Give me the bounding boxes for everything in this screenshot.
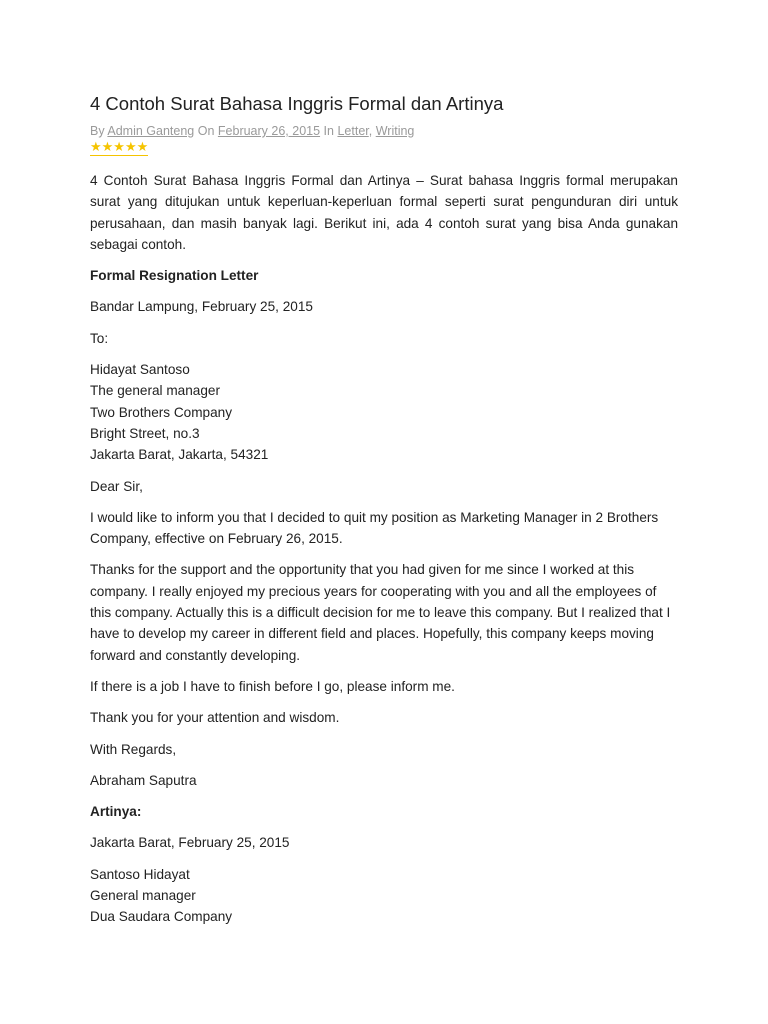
letter-to-label: To: — [90, 330, 109, 346]
recipient-line: Jakarta Barat, Jakarta, 54321 — [90, 447, 269, 463]
date-link[interactable]: February 26, 2015 — [217, 124, 321, 138]
recipient-line: Bright Street, no.3 — [90, 425, 200, 441]
translation-heading: Artinya: — [90, 804, 142, 820]
page-title: 4 Contoh Surat Bahasa Inggris Formal dan Artinya — [90, 93, 504, 114]
translation-place-date: Jakarta Barat, February 25, 2015 — [90, 835, 290, 851]
meta-by-label: By — [90, 124, 105, 138]
letter-signature: Abraham Saputra — [90, 772, 197, 788]
rating-stars-icon[interactable]: ★★★★★ — [90, 139, 149, 154]
category-link-letter[interactable]: Letter — [337, 124, 369, 138]
letter-salutation: Dear Sir, — [90, 478, 143, 494]
recipient-line: Two Brothers Company — [90, 404, 233, 420]
letter-heading: Formal Resignation Letter — [90, 268, 259, 284]
meta-on-label: On — [197, 124, 215, 138]
letter-place-date: Bandar Lampung, February 25, 2015 — [90, 299, 313, 315]
letter-closing: With Regards, — [90, 741, 177, 757]
meta-separator: , — [368, 124, 373, 138]
meta-in-label: In — [323, 124, 334, 138]
letter-paragraph: If there is a job I have to finish before I go, please inform me. — [90, 678, 455, 694]
article — [90, 92, 678, 938]
recipient-line: General manager — [90, 888, 196, 904]
recipient-line: Dua Saudara Company — [90, 909, 233, 925]
letter-paragraph: Thanks for the support and the opportunity that you had given for me since I worked at this company. I really enjoyed my precious years for cooperating with you and all the employees of this company. Actually this is a difficult decision for me to leave this company. But I realized that I have to develop my career in different field and places. Hopefully, this company keeps moving forward and constantly developing. — [90, 562, 671, 663]
article-body — [90, 170, 678, 928]
letter-recipient-block — [90, 359, 678, 465]
category-link-writing[interactable]: Writing — [375, 124, 415, 138]
recipient-line: Santoso Hidayat — [90, 866, 190, 882]
translation-recipient-block — [90, 864, 678, 928]
letter-paragraph: I would like to inform you that I decided to quit my position as Marketing Manager in 2 Brothers Company, effective on February 26, 2015. — [90, 509, 659, 547]
post-meta — [90, 123, 678, 156]
author-link[interactable]: Admin Ganteng — [107, 124, 195, 138]
intro-paragraph: 4 Contoh Surat Bahasa Inggris Formal dan Artinya – Surat bahasa Inggris formal merupakan surat yang ditujukan untuk keperluan-keperluan formal seperti surat pengunduran diri untuk perusahaan, dan masih banyak lagi. Berikut ini, ada 4 contoh surat yang bisa Anda gunakan sebagai contoh. — [90, 173, 678, 252]
recipient-line: Hidayat Santoso — [90, 362, 190, 378]
letter-paragraph: Thank you for your attention and wisdom. — [90, 710, 340, 726]
recipient-line: The general manager — [90, 383, 220, 399]
